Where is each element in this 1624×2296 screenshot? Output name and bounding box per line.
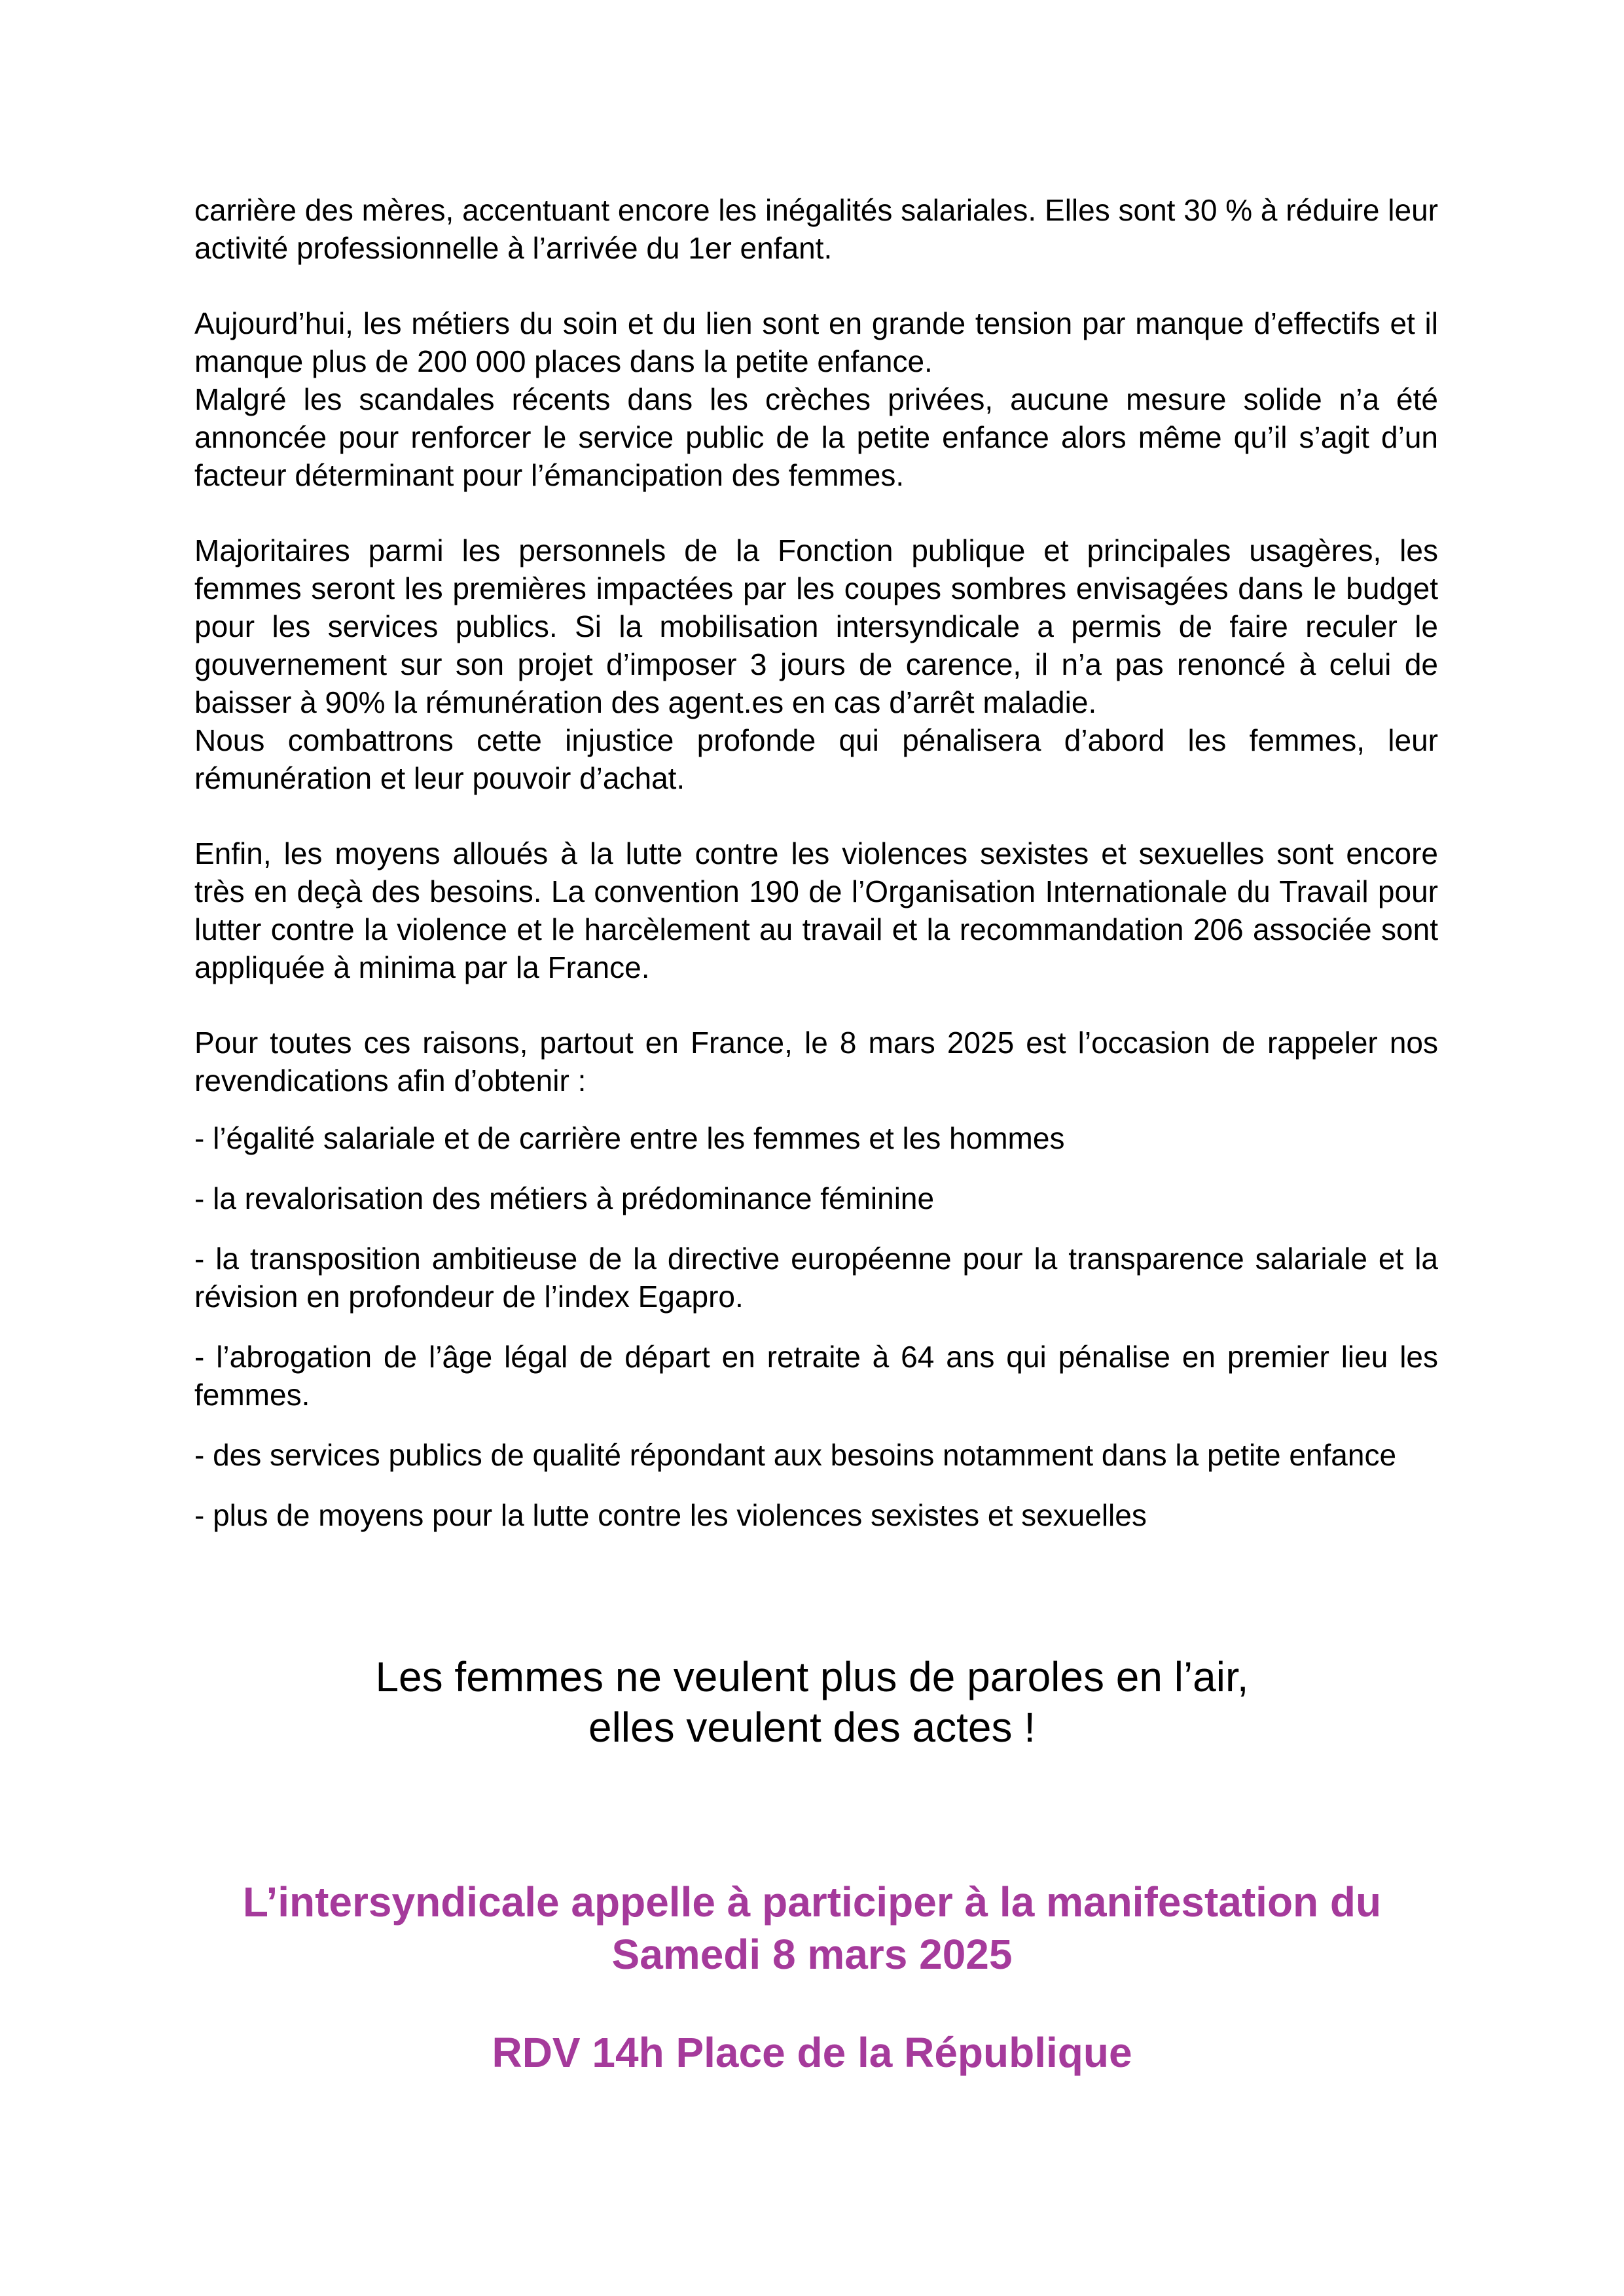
paragraph-violence: Enfin, les moyens alloués à la lutte contre les violences sexistes et sexuelles sont encore très en deçà des besoins. La convention 190 de l’Organisation Internationale du Travail pour lutter contre la violence et le harcèlement au travail et la recommandation 206 associée sont appliquée à minima par la France. <box>194 836 1438 984</box>
slogan-line-2: elles veulent des actes ! <box>588 1704 1036 1751</box>
paragraph-salary-gap: carrière des mères, accentuant encore les inégalités salariales. Elles sont 30 % à réduire leur activité professionnelle à l’arrivée du 1er enfant. <box>194 193 1438 265</box>
list-item: - l’égalité salariale et de carrière entre les femmes et les hommes <box>194 1121 1065 1155</box>
call-line-2: Samedi 8 mars 2025 <box>611 1931 1013 1978</box>
slogan <box>0 1652 1624 1753</box>
list-item: - des services publics de qualité répondant aux besoins notamment dans la petite enfance <box>194 1438 1397 1472</box>
meeting-point: RDV 14h Place de la République <box>492 2029 1132 2076</box>
list-item: - plus de moyens pour la lutte contre les violences sexistes et sexuelles <box>194 1498 1147 1532</box>
paragraph-injustice: Nous combattrons cette injustice profonde qui pénalisera d’abord les femmes, leur rémunération et leur pouvoir d’achat. <box>194 723 1438 795</box>
slogan-line-1: Les femmes ne veulent plus de paroles en l’air, <box>375 1653 1249 1700</box>
body-text <box>194 191 1438 1534</box>
paragraph-nurseries: Malgré les scandales récents dans les crèches privées, aucune mesure solide n’a été annoncée pour renforcer le service public de la petite enfance alors même qu’il s’agit d’un facteur déterminant pour l’émancipation des femmes. <box>194 382 1438 492</box>
demands-list <box>194 1119 1438 1534</box>
list-item: - la revalorisation des métiers à prédominance féminine <box>194 1181 935 1215</box>
paragraph-demands-intro: Pour toutes ces raisons, partout en France, le 8 mars 2025 est l’occasion de rappeler nos revendications afin d’obtenir : <box>194 1026 1438 1098</box>
list-item: - la transposition ambitieuse de la directive européenne pour la transparence salariale et la révision en profondeur de l’index Egapro. <box>194 1242 1438 1314</box>
list-item: - l’abrogation de l’âge légal de départ en retraite à 64 ans qui pénalise en premier lieu les femmes. <box>194 1340 1438 1412</box>
paragraph-public-service: Majoritaires parmi les personnels de la Fonction publique et principales usagères, les femmes seront les premières impactées par les coupes sombres envisagées dans le budget pour les services publics. Si la mobilisation intersyndicale a permis de faire reculer le gouvernement sur son projet d’imposer 3 jours de carence, il n’a pas renoncé à celui de baisser à 90% la rémunération des agent.es en cas d’arrêt maladie. <box>194 533 1438 719</box>
paragraph-care-jobs: Aujourd’hui, les métiers du soin et du lien sont en grande tension par manque d’effectifs et il manque plus de 200 000 places dans la petite enfance. <box>194 306 1438 378</box>
call-to-action <box>0 1876 1624 1981</box>
call-line-1: L’intersyndicale appelle à participer à la manifestation du <box>242 1878 1382 1926</box>
